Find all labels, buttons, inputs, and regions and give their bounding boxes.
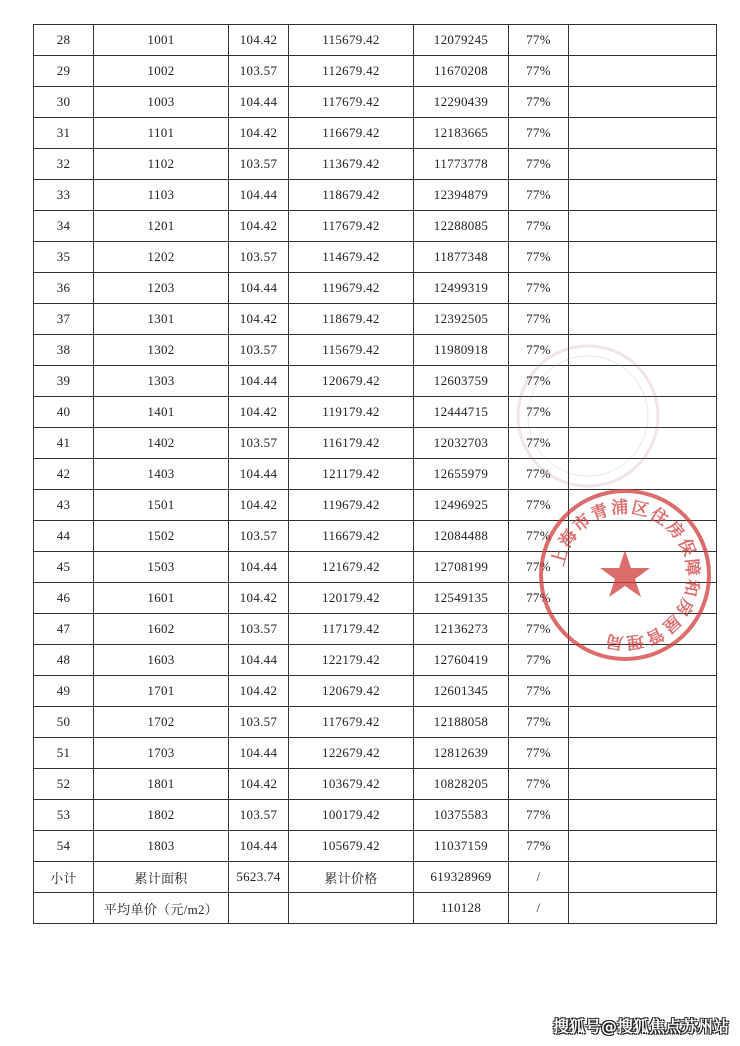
table-row (34, 831, 717, 862)
unit-number-cell: 1202 (94, 242, 229, 273)
cumulative-price-value: 619328969 (414, 862, 509, 893)
unit-price-cell: 118679.42 (289, 180, 414, 211)
unit-price-cell: 120679.42 (289, 366, 414, 397)
total-price-cell: 12603759 (414, 366, 509, 397)
ratio-cell: 77% (509, 87, 569, 118)
table-row (34, 56, 717, 87)
table-row (34, 149, 717, 180)
ratio-cell: 77% (509, 490, 569, 521)
area-cell: 104.44 (229, 273, 289, 304)
area-cell: 103.57 (229, 335, 289, 366)
unit-number-cell: 1601 (94, 583, 229, 614)
area-cell: 104.42 (229, 25, 289, 56)
unit-price-cell: 119179.42 (289, 397, 414, 428)
cumulative-area-label: 累计面积 (94, 862, 229, 893)
area-cell: 104.42 (229, 676, 289, 707)
unit-number-cell: 1301 (94, 304, 229, 335)
unit-number-cell: 1501 (94, 490, 229, 521)
empty-cell (229, 893, 289, 924)
empty-cell (569, 273, 717, 304)
empty-cell (569, 366, 717, 397)
row-number-cell: 42 (34, 459, 94, 490)
empty-cell (569, 118, 717, 149)
empty-cell (569, 893, 717, 924)
area-cell: 104.42 (229, 118, 289, 149)
empty-cell (569, 304, 717, 335)
ratio-cell: 77% (509, 304, 569, 335)
area-cell: 104.44 (229, 180, 289, 211)
empty-cell (34, 893, 94, 924)
unit-number-cell: 1602 (94, 614, 229, 645)
area-cell: 103.57 (229, 614, 289, 645)
ratio-cell: 77% (509, 676, 569, 707)
empty-cell (569, 552, 717, 583)
area-cell: 103.57 (229, 707, 289, 738)
row-number-cell: 50 (34, 707, 94, 738)
table-row (34, 800, 717, 831)
area-cell: 104.44 (229, 831, 289, 862)
table-row (34, 118, 717, 149)
empty-cell (569, 707, 717, 738)
area-cell: 103.57 (229, 800, 289, 831)
table-row (34, 459, 717, 490)
unit-price-cell: 113679.42 (289, 149, 414, 180)
table-row (34, 676, 717, 707)
table-row (34, 490, 717, 521)
row-number-cell: 33 (34, 180, 94, 211)
row-number-cell: 38 (34, 335, 94, 366)
unit-number-cell: 1803 (94, 831, 229, 862)
table-row (34, 87, 717, 118)
table-row (34, 304, 717, 335)
empty-cell (569, 25, 717, 56)
ratio-cell: 77% (509, 614, 569, 645)
ratio-cell: 77% (509, 552, 569, 583)
ratio-cell: 77% (509, 459, 569, 490)
unit-number-cell: 1502 (94, 521, 229, 552)
unit-number-cell: 1201 (94, 211, 229, 242)
cumulative-price-label: 累计价格 (289, 862, 414, 893)
average-price-value: 110128 (414, 893, 509, 924)
area-cell: 104.44 (229, 87, 289, 118)
ratio-cell: 77% (509, 645, 569, 676)
empty-cell (289, 893, 414, 924)
empty-cell (569, 583, 717, 614)
cumulative-area-value: 5623.74 (229, 862, 289, 893)
row-number-cell: 30 (34, 87, 94, 118)
table-body (34, 25, 717, 924)
total-price-cell: 12084488 (414, 521, 509, 552)
empty-cell (569, 180, 717, 211)
area-cell: 104.42 (229, 211, 289, 242)
empty-cell (569, 738, 717, 769)
total-price-cell: 12499319 (414, 273, 509, 304)
empty-cell (569, 149, 717, 180)
total-price-cell: 12812639 (414, 738, 509, 769)
table-row (34, 211, 717, 242)
area-cell: 104.44 (229, 552, 289, 583)
unit-price-cell: 117679.42 (289, 707, 414, 738)
price-table (33, 24, 717, 924)
empty-cell (569, 614, 717, 645)
area-cell: 104.42 (229, 583, 289, 614)
row-number-cell: 32 (34, 149, 94, 180)
area-cell: 104.44 (229, 459, 289, 490)
total-price-cell: 12032703 (414, 428, 509, 459)
unit-price-cell: 100179.42 (289, 800, 414, 831)
ratio-cell: 77% (509, 707, 569, 738)
row-number-cell: 45 (34, 552, 94, 583)
table-row (34, 397, 717, 428)
total-price-cell: 12394879 (414, 180, 509, 211)
unit-price-cell: 112679.42 (289, 56, 414, 87)
unit-number-cell: 1101 (94, 118, 229, 149)
table-row (34, 583, 717, 614)
total-price-cell: 12136273 (414, 614, 509, 645)
total-price-cell: 12188058 (414, 707, 509, 738)
empty-cell (569, 862, 717, 893)
area-cell: 104.44 (229, 366, 289, 397)
unit-price-cell: 117179.42 (289, 614, 414, 645)
row-number-cell: 53 (34, 800, 94, 831)
row-number-cell: 35 (34, 242, 94, 273)
unit-number-cell: 1702 (94, 707, 229, 738)
area-cell: 104.42 (229, 769, 289, 800)
area-cell: 103.57 (229, 521, 289, 552)
unit-number-cell: 1503 (94, 552, 229, 583)
table-row (34, 25, 717, 56)
total-price-cell: 11670208 (414, 56, 509, 87)
unit-number-cell: 1203 (94, 273, 229, 304)
table-row (34, 645, 717, 676)
row-number-cell: 29 (34, 56, 94, 87)
area-cell: 104.42 (229, 304, 289, 335)
ratio-cell: 77% (509, 831, 569, 862)
unit-number-cell: 1103 (94, 180, 229, 211)
unit-number-cell: 1402 (94, 428, 229, 459)
unit-number-cell: 1401 (94, 397, 229, 428)
row-number-cell: 47 (34, 614, 94, 645)
total-price-cell: 12392505 (414, 304, 509, 335)
table-row (34, 273, 717, 304)
empty-cell (569, 335, 717, 366)
area-cell: 104.42 (229, 490, 289, 521)
average-slash: / (509, 893, 569, 924)
ratio-cell: 77% (509, 800, 569, 831)
area-cell: 104.44 (229, 645, 289, 676)
unit-number-cell: 1002 (94, 56, 229, 87)
table-row (34, 707, 717, 738)
row-number-cell: 54 (34, 831, 94, 862)
table-row (34, 738, 717, 769)
table-row (34, 769, 717, 800)
total-price-cell: 12288085 (414, 211, 509, 242)
empty-cell (569, 211, 717, 242)
unit-price-cell: 114679.42 (289, 242, 414, 273)
unit-price-cell: 118679.42 (289, 304, 414, 335)
row-number-cell: 46 (34, 583, 94, 614)
row-number-cell: 51 (34, 738, 94, 769)
unit-price-cell: 117679.42 (289, 211, 414, 242)
table-row (34, 521, 717, 552)
row-number-cell: 34 (34, 211, 94, 242)
unit-price-cell: 116679.42 (289, 118, 414, 149)
table-row (34, 552, 717, 583)
total-price-cell: 11877348 (414, 242, 509, 273)
svg-text:上海市青浦区住房保障和房屋管理局: 上海市青浦区住房保障和房屋管理局 (548, 497, 703, 653)
area-cell: 103.57 (229, 428, 289, 459)
row-number-cell: 40 (34, 397, 94, 428)
empty-cell (569, 242, 717, 273)
row-number-cell: 49 (34, 676, 94, 707)
unit-price-cell: 119679.42 (289, 490, 414, 521)
unit-price-cell: 120179.42 (289, 583, 414, 614)
unit-price-cell: 120679.42 (289, 676, 414, 707)
table-row (34, 428, 717, 459)
unit-price-cell: 105679.42 (289, 831, 414, 862)
ratio-cell: 77% (509, 180, 569, 211)
total-price-cell: 12079245 (414, 25, 509, 56)
total-price-cell: 12549135 (414, 583, 509, 614)
empty-cell (569, 428, 717, 459)
unit-price-cell: 121679.42 (289, 552, 414, 583)
unit-price-cell: 117679.42 (289, 87, 414, 118)
total-price-cell: 12708199 (414, 552, 509, 583)
ratio-cell: 77% (509, 149, 569, 180)
unit-number-cell: 1701 (94, 676, 229, 707)
total-price-cell: 12444715 (414, 397, 509, 428)
empty-cell (569, 459, 717, 490)
unit-price-cell: 119679.42 (289, 273, 414, 304)
unit-number-cell: 1801 (94, 769, 229, 800)
table-row (34, 335, 717, 366)
empty-cell (569, 56, 717, 87)
ratio-cell: 77% (509, 428, 569, 459)
unit-number-cell: 1303 (94, 366, 229, 397)
empty-cell (569, 521, 717, 552)
ratio-cell: 77% (509, 242, 569, 273)
row-number-cell: 36 (34, 273, 94, 304)
ratio-cell: 77% (509, 521, 569, 552)
ratio-cell: 77% (509, 118, 569, 149)
total-price-cell: 12601345 (414, 676, 509, 707)
unit-number-cell: 1003 (94, 87, 229, 118)
unit-number-cell: 1703 (94, 738, 229, 769)
total-price-cell: 11037159 (414, 831, 509, 862)
total-price-cell: 12183665 (414, 118, 509, 149)
average-row (34, 893, 717, 924)
unit-price-cell: 116679.42 (289, 521, 414, 552)
subtotal-slash: / (509, 862, 569, 893)
ratio-cell: 77% (509, 583, 569, 614)
row-number-cell: 39 (34, 366, 94, 397)
ratio-cell: 77% (509, 366, 569, 397)
ratio-cell: 77% (509, 769, 569, 800)
table-row (34, 366, 717, 397)
area-cell: 103.57 (229, 242, 289, 273)
area-cell: 103.57 (229, 56, 289, 87)
area-cell: 104.42 (229, 397, 289, 428)
ratio-cell: 77% (509, 56, 569, 87)
unit-number-cell: 1603 (94, 645, 229, 676)
subtotal-row (34, 862, 717, 893)
row-number-cell: 43 (34, 490, 94, 521)
empty-cell (569, 831, 717, 862)
total-price-cell: 11773778 (414, 149, 509, 180)
total-price-cell: 12290439 (414, 87, 509, 118)
subtotal-label: 小计 (34, 862, 94, 893)
empty-cell (569, 676, 717, 707)
total-price-cell: 10828205 (414, 769, 509, 800)
row-number-cell: 31 (34, 118, 94, 149)
total-price-cell: 11980918 (414, 335, 509, 366)
area-cell: 103.57 (229, 149, 289, 180)
empty-cell (569, 769, 717, 800)
unit-number-cell: 1001 (94, 25, 229, 56)
watermark-text: 搜狐号@搜狐焦点苏州站 (553, 1017, 730, 1036)
unit-number-cell: 1102 (94, 149, 229, 180)
row-number-cell: 52 (34, 769, 94, 800)
ratio-cell: 77% (509, 211, 569, 242)
unit-price-cell: 116179.42 (289, 428, 414, 459)
table-row (34, 242, 717, 273)
ratio-cell: 77% (509, 738, 569, 769)
unit-price-cell: 103679.42 (289, 769, 414, 800)
row-number-cell: 44 (34, 521, 94, 552)
table-row (34, 180, 717, 211)
row-number-cell: 28 (34, 25, 94, 56)
average-price-label: 平均单价（元/m2） (94, 893, 229, 924)
unit-price-cell: 121179.42 (289, 459, 414, 490)
total-price-cell: 12760419 (414, 645, 509, 676)
row-number-cell: 48 (34, 645, 94, 676)
unit-price-cell: 122179.42 (289, 645, 414, 676)
empty-cell (569, 645, 717, 676)
unit-price-cell: 115679.42 (289, 335, 414, 366)
table-row (34, 614, 717, 645)
row-number-cell: 41 (34, 428, 94, 459)
total-price-cell: 12496925 (414, 490, 509, 521)
unit-number-cell: 1302 (94, 335, 229, 366)
total-price-cell: 12655979 (414, 459, 509, 490)
unit-number-cell: 1403 (94, 459, 229, 490)
row-number-cell: 37 (34, 304, 94, 335)
total-price-cell: 10375583 (414, 800, 509, 831)
unit-price-cell: 122679.42 (289, 738, 414, 769)
area-cell: 104.44 (229, 738, 289, 769)
empty-cell (569, 800, 717, 831)
unit-price-cell: 115679.42 (289, 25, 414, 56)
unit-number-cell: 1802 (94, 800, 229, 831)
ratio-cell: 77% (509, 397, 569, 428)
ratio-cell: 77% (509, 273, 569, 304)
empty-cell (569, 397, 717, 428)
empty-cell (569, 87, 717, 118)
empty-cell (569, 490, 717, 521)
ratio-cell: 77% (509, 25, 569, 56)
ratio-cell: 77% (509, 335, 569, 366)
